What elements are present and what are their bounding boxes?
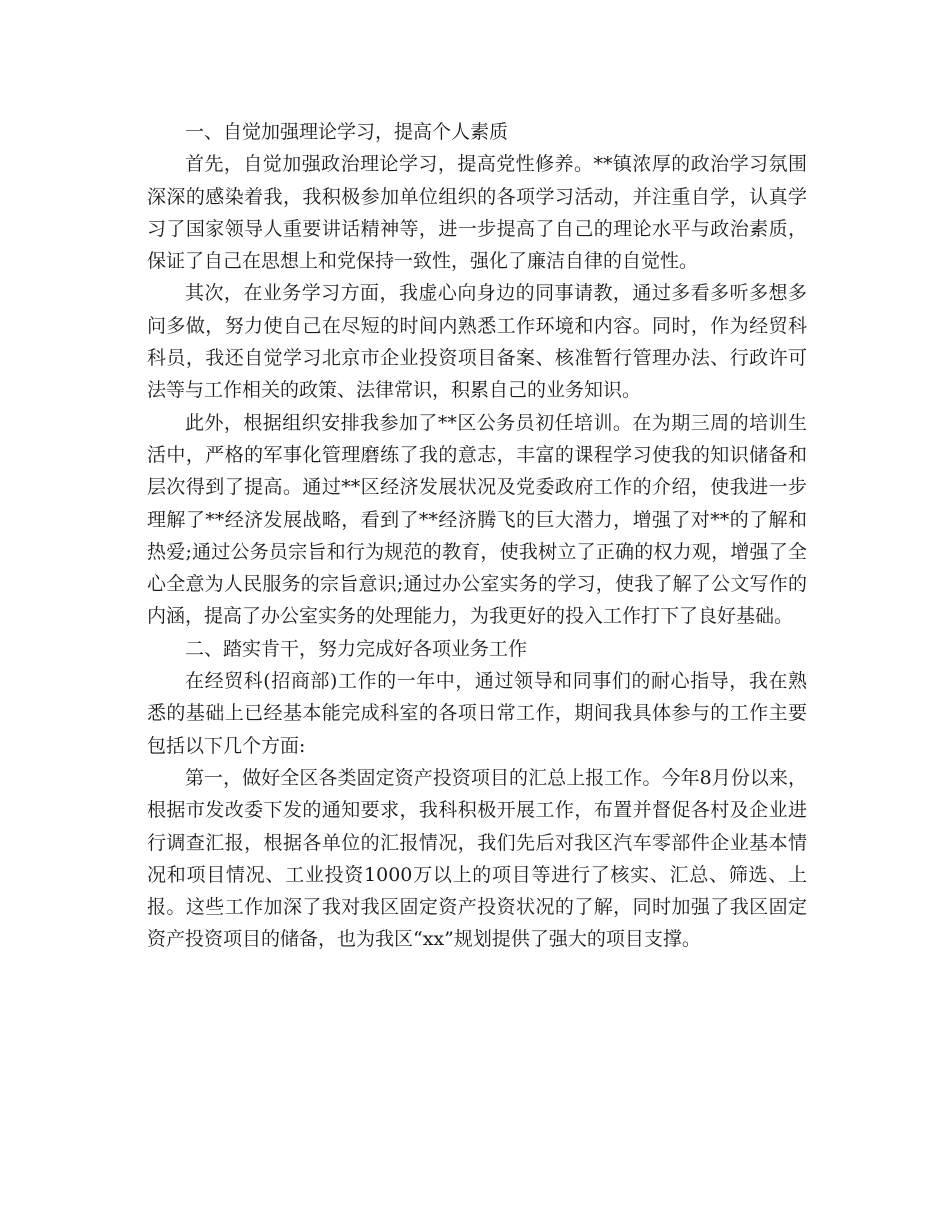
paragraph-investment-projects: 第一，做好全区各类固定资产投资项目的汇总上报工作。今年8月份以来，根据市发改委下发的通知要求，我科积极开展工作，布置并督促各村及企业进行调查汇报，根据各单位的汇报情况，我们先后对我区汽车零部件企业基本情况和项目情况、工业投资1000万以上的项目等进行了核实、汇总、筛选、上报。这些工作加深了我对我区固定资产投资状况的了解，同时加强了我区固定资产投资项目的储备，也为我区“xx”规划提供了强大的项目支撑。 — [147, 766, 807, 951]
paragraph-political-study: 首先，自觉加强政治理论学习，提高党性修养。**镇浓厚的政治学习氛围深深的感染着我，我积极参加单位组织的各项学习活动，并注重自学，认真学习了国家领导人重要讲话精神等，进一步提高了自己的理论水平与政治素质，保证了自己在思想上和党保持一致性，强化了廉洁自律的自觉性。 — [147, 153, 807, 273]
paragraph-civil-servant-training: 此外，根据组织安排我参加了**区公务员初任培训。在为期三周的培训生活中，严格的军事化管理磨练了我的意志，丰富的课程学习使我的知识储备和层次得到了提高。通过**区经济发展状况及党委政府工作的介绍，使我进一步理解了**经济发展战略，看到了**经济腾飞的巨大潜力，增强了对**的了解和热爱;通过公务员宗旨和行为规范的教育，使我树立了正确的权力观，增强了全心全意为人民服务的宗旨意识;通过办公室实务的学习，使我了解了公文写作的内涵，提高了办公室实务的处理能力，为我更好的投入工作打下了良好基础。 — [147, 411, 807, 628]
paragraph-work-intro: 在经贸科(招商部)工作的一年中，通过领导和同事们的耐心指导，我在熟悉的基础上已经基本能完成科室的各项日常工作，期间我具体参与的工作主要包括以下几个方面: — [147, 670, 807, 757]
paragraph-business-study: 其次，在业务学习方面，我虚心向身边的同事请教，通过多看多听多想多问多做，努力使自己在尽短的时间内熟悉工作环境和内容。同时，作为经贸科科员，我还自觉学习北京市企业投资项目备案、核准暂行管理办法、行政许可法等与工作相关的政策、法律常识，积累自己的业务知识。 — [147, 282, 807, 402]
document-body — [147, 116, 807, 956]
section-heading-2: 二、踏实肯干，努力完成好各项业务工作 — [185, 637, 528, 660]
section-heading-1: 一、自觉加强理论学习，提高个人素质 — [185, 121, 509, 143]
